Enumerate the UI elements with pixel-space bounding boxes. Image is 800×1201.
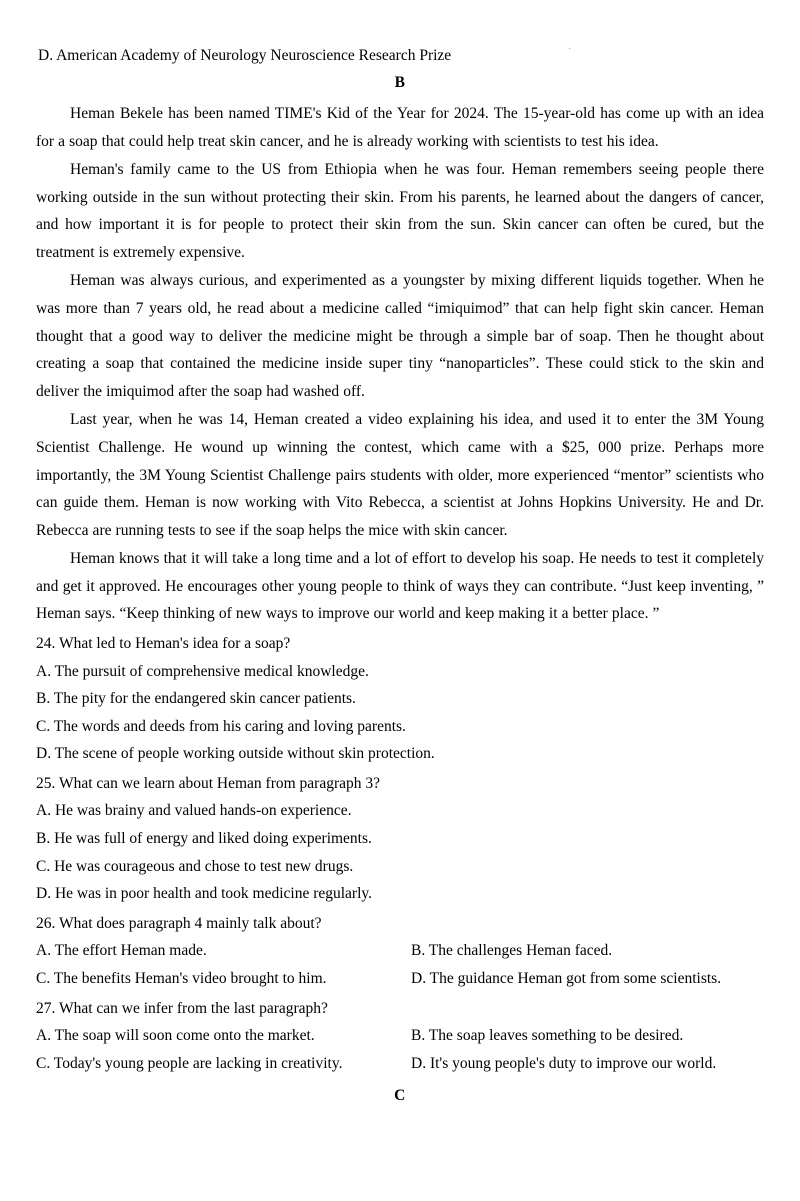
question-26-option-b[interactable]: B. The challenges Heman faced. xyxy=(411,942,613,960)
question-27-option-row-1 xyxy=(36,1022,764,1050)
question-25-option-c[interactable]: C. He was courageous and chose to test new drugs. xyxy=(36,857,354,875)
question-26-option-row-2 xyxy=(36,965,764,993)
question-27-option-c[interactable]: C. Today's young people are lacking in creativity. xyxy=(36,1054,343,1072)
question-26-stem: 26. What does paragraph 4 mainly talk about? xyxy=(36,914,322,932)
question-26-option-row-1 xyxy=(36,937,764,965)
question-25-option-d[interactable]: D. He was in poor health and took medicine regularly. xyxy=(36,885,373,903)
previous-question-option-d: D. American Academy of Neurology Neuroscience Research Prize xyxy=(38,47,452,64)
passage-paragraph-3: Heman was always curious, and experimented as a youngster by mixing different liquids together. When he was more than 7 years old, he read about a medicine called “imiquimod” that can help fight skin cancer. Heman thought that a good way to deliver the medicine might be through a simple bar of soap. Then he thought about creating a soap that contained the medicine inside super tiny “nanoparticles”. These could stick to the skin and deliver the imiquimod after the soap had washed off. xyxy=(36,272,764,400)
question-27-stem: 27. What can we infer from the last paragraph? xyxy=(36,999,328,1017)
passage-paragraph-5: Heman knows that it will take a long time and a lot of effort to develop his soap. He needs to test it completely and get it approved. He encourages other young people to think of ways they can contribute. “Just keep inventing, ” Heman says. “Keep thinking of new ways to improve our world and keep making it a better place. ” xyxy=(36,550,764,623)
question-24-option-b[interactable]: B. The pity for the endangered skin cancer patients. xyxy=(36,690,356,708)
section-label-b: B xyxy=(394,74,406,92)
passage-paragraph-2: Heman's family came to the US from Ethiopia when he was four. Heman remembers seeing people there working outside in the sun without protecting their skin. From his parents, he learned about the dangers of cancer, and how important it is for people to protect their skin from the sun. Skin cancer can often be cured, but the treatment is extremely expensive. xyxy=(36,161,764,261)
question-25-option-b[interactable]: B. He was full of energy and liked doing experiments. xyxy=(36,830,372,848)
question-24-option-a[interactable]: A. The pursuit of comprehensive medical knowledge. xyxy=(36,662,369,680)
question-24-option-d[interactable]: D. The scene of people working outside without skin protection. xyxy=(36,745,435,763)
question-26-option-c[interactable]: C. The benefits Heman's video brought to him. xyxy=(36,969,327,987)
question-27-option-d[interactable]: D. It's young people's duty to improve our world. xyxy=(411,1054,717,1072)
question-24-option-c[interactable]: C. The words and deeds from his caring and loving parents. xyxy=(36,717,406,735)
passage-paragraph-4: Last year, when he was 14, Heman created a video explaining his idea, and used it to enter the 3M Young Scientist Challenge. He wound up winning the contest, which came with a $25, 000 prize. Perhaps more importantly, the 3M Young Scientist Challenge pairs students with older, more experienced “mentor” scientists who can guide them. Heman is now working with Vito Rebecca, a scientist at Johns Hopkins University. He and Dr. Rebecca are running tests to see if the soap helps the mice with skin cancer. xyxy=(36,411,764,539)
question-26-option-d[interactable]: D. The guidance Heman got from some scientists. xyxy=(411,969,722,987)
page-speck-mark: · xyxy=(568,44,572,55)
passage-paragraph-1: Heman Bekele has been named TIME's Kid of the Year for 2024. The 15-year-old has come up with an idea for a soap that could help treat skin cancer, and he is already working with scientists to test his idea. xyxy=(36,105,764,150)
question-24-stem: 24. What led to Heman's idea for a soap? xyxy=(36,635,291,652)
question-27-option-row-2 xyxy=(36,1050,764,1078)
question-25-stem: 25. What can we learn about Heman from paragraph 3? xyxy=(36,774,381,792)
section-label-c: C xyxy=(394,1087,406,1105)
question-27-option-b[interactable]: B. The soap leaves something to be desired. xyxy=(411,1027,684,1045)
question-26-option-a[interactable]: A. The effort Heman made. xyxy=(36,942,207,960)
question-25-option-a[interactable]: A. He was brainy and valued hands-on experience. xyxy=(36,802,352,820)
question-27-option-a[interactable]: A. The soap will soon come onto the market. xyxy=(36,1027,315,1045)
